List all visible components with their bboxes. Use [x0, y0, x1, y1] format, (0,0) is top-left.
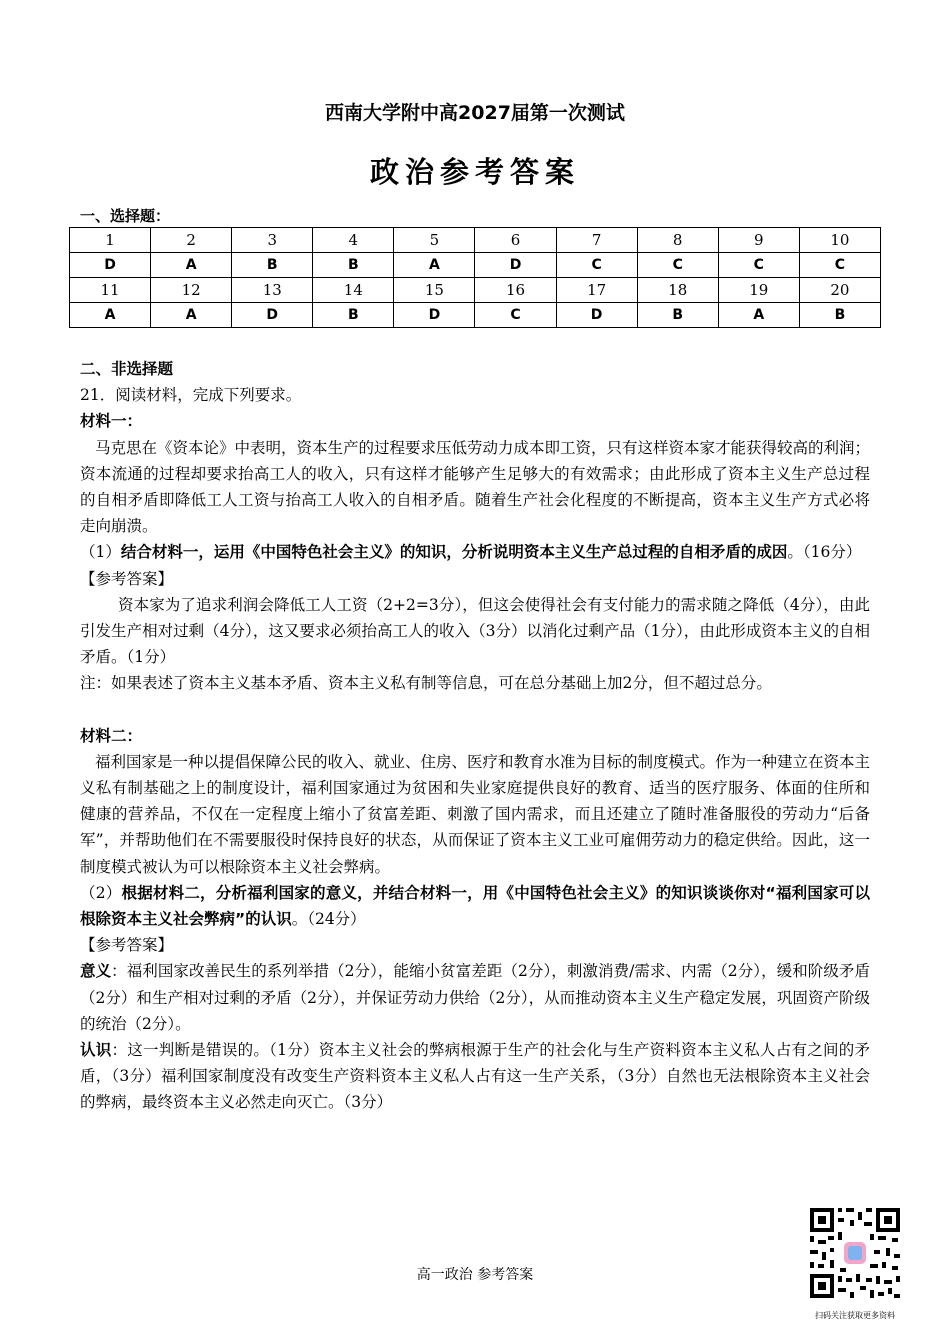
- table-cell: A: [394, 253, 475, 278]
- table-row-numbers-1: [70, 228, 881, 253]
- table-cell: A: [70, 303, 151, 328]
- table-cell: 17: [556, 278, 637, 303]
- question-2: [80, 880, 870, 932]
- table-cell: 10: [799, 228, 880, 253]
- table-cell: 20: [799, 278, 880, 303]
- material1-text: 马克思在《资本论》中表明，资本生产的过程要求压低劳动力成本即工资，只有这样资本家才能获得较高的利润；资本流通的过程却要求抬高工人的收入，只有这样才能够产生足够大的有效需求；由此形成了资本主义生产总过程的自相矛盾即降低工人工资与抬高工人收入的自相矛盾。随着生产社会化程度的不断提高，资本主义生产方式必将走向崩溃。: [80, 438, 871, 536]
- view-label: 认识: [80, 1041, 112, 1060]
- table-cell: A: [151, 303, 232, 328]
- table-cell: 12: [151, 278, 232, 303]
- table-cell: 18: [637, 278, 718, 303]
- table-cell: D: [232, 303, 313, 328]
- answer-2-view: [80, 1037, 870, 1116]
- table-row-answers-2: [70, 303, 881, 328]
- question-1: [80, 539, 870, 565]
- table-cell: C: [556, 253, 637, 278]
- spacer: [80, 697, 870, 723]
- question-2-score: 。（24分）: [291, 910, 366, 929]
- material2-text: 福利国家是一种以提倡保障公民的收入、就业、住房、医疗和教育水准为目标的制度模式。作为一种建立在资本主义私有制基础之上的制度设计，福利国家通过为贫困和失业家庭提供良好的教育、适当的医疗服务、体面的住所和健康的营养品，不仅在一定程度上缩小了贫富差距、刺激了国内需求，而且还建立了随时准备服役的劳动力“后备军”，并帮助他们在不需要服役时保持良好的状态，从而保证了资本主义工业可雇佣劳动力的稳定供给。因此，这一制度模式被认为可以根除资本主义社会弊病。: [80, 752, 871, 876]
- table-row-answers-1: [70, 253, 881, 278]
- question-1-text: 结合材料一，运用《中国特色社会主义》的知识，分析说明资本主义生产总过程的自相矛盾的成因: [120, 543, 788, 562]
- view-text: ：这一判断是错误的。（1分）资本主义社会的弊病根源于生产的社会化与生产资料资本主义私人占有之间的矛盾，（3分）福利国家制度没有改变生产资料资本主义私人占有这一生产关系，（3分）自然也无法根除资本主义社会的弊病，最终资本主义必然走向灭亡。（3分）: [80, 1041, 870, 1112]
- question-1-score: 。（16分）: [787, 543, 862, 562]
- table-cell: 16: [475, 278, 556, 303]
- material2-label: 材料二：: [80, 726, 143, 745]
- table-cell: B: [232, 253, 313, 278]
- table-cell: B: [637, 303, 718, 328]
- table-cell: 9: [718, 228, 799, 253]
- meaning-text: ：福利国家改善民生的系列举措（2分），能缩小贫富差距（2分），刺激消费/需求、内需（2分），缓和阶级矛盾（2分）和生产相对过剩的矛盾（2分），并保证劳动力供给（2分），从而推动资本主义生产稳定发展，巩固资产阶级的统治（2分）。: [80, 962, 870, 1033]
- answer-1-text: 资本家为了追求利润会降低工人工资（2+2=3分），但这会使得社会有支付能力的需求随之降低（4分），由此引发生产相对过剩（4分），这又要求必须抬高工人的收入（3分）以消化过剩产品（1分），由此形成资本主义的自相矛盾。（1分）: [80, 595, 870, 667]
- table-cell: 14: [313, 278, 394, 303]
- table-cell: 6: [475, 228, 556, 253]
- table-cell: 13: [232, 278, 313, 303]
- answer-1-note: 注：如果表述了资本主义基本矛盾、资本主义私有制等信息，可在总分基础上加2分，但不超过总分。: [80, 674, 772, 693]
- table-cell: 2: [151, 228, 232, 253]
- table-cell: 8: [637, 228, 718, 253]
- document-title: 政治参考答案: [369, 155, 580, 189]
- table-cell: 19: [718, 278, 799, 303]
- material1-label: 材料一：: [80, 412, 143, 431]
- table-cell: D: [394, 303, 475, 328]
- table-cell: D: [70, 253, 151, 278]
- page-footer: 高一政治 参考答案: [416, 1267, 534, 1283]
- choice-answer-table: [69, 227, 881, 328]
- table-cell: D: [556, 303, 637, 328]
- question-2-prefix: （2）: [80, 883, 122, 902]
- table-cell: D: [475, 253, 556, 278]
- table-cell: A: [718, 303, 799, 328]
- table-cell: C: [799, 253, 880, 278]
- answer-2-meaning: [80, 958, 870, 1037]
- qr-caption: 扫码关注获取更多资料: [815, 1311, 895, 1320]
- table-cell: 15: [394, 278, 475, 303]
- table-cell: 11: [70, 278, 151, 303]
- table-cell: B: [799, 303, 880, 328]
- section2-body: [80, 356, 870, 1116]
- table-cell: C: [718, 253, 799, 278]
- qr-code-icon: [808, 1206, 902, 1300]
- question-1-prefix: （1）: [80, 543, 121, 562]
- table-cell: 1: [70, 228, 151, 253]
- table-cell: 7: [556, 228, 637, 253]
- table-cell: B: [313, 303, 394, 328]
- answer-label-1: 【参考答案】: [80, 569, 174, 588]
- table-row-numbers-2: [70, 278, 881, 303]
- table-cell: 3: [232, 228, 313, 253]
- question-2-text: 根据材料二，分析福利国家的意义，并结合材料一，用《中国特色社会主义》的知识谈谈你对“福利国家可以根除资本主义社会弊病”的认识: [80, 883, 870, 929]
- table-cell: 5: [394, 228, 475, 253]
- section1-heading: 一、选择题：: [80, 207, 171, 225]
- meaning-label: 意义: [80, 962, 112, 981]
- table-cell: C: [637, 253, 718, 278]
- table-cell: 4: [313, 228, 394, 253]
- answer-label-2: 【参考答案】: [80, 936, 174, 955]
- table-cell: C: [475, 303, 556, 328]
- table-cell: B: [313, 253, 394, 278]
- table-cell: A: [151, 253, 232, 278]
- school-title: 西南大学附中高2027届第一次测试: [325, 102, 625, 124]
- question-21-intro: 21．阅读材料，完成下列要求。: [80, 386, 302, 405]
- section2-heading: 二、非选择题: [80, 360, 174, 378]
